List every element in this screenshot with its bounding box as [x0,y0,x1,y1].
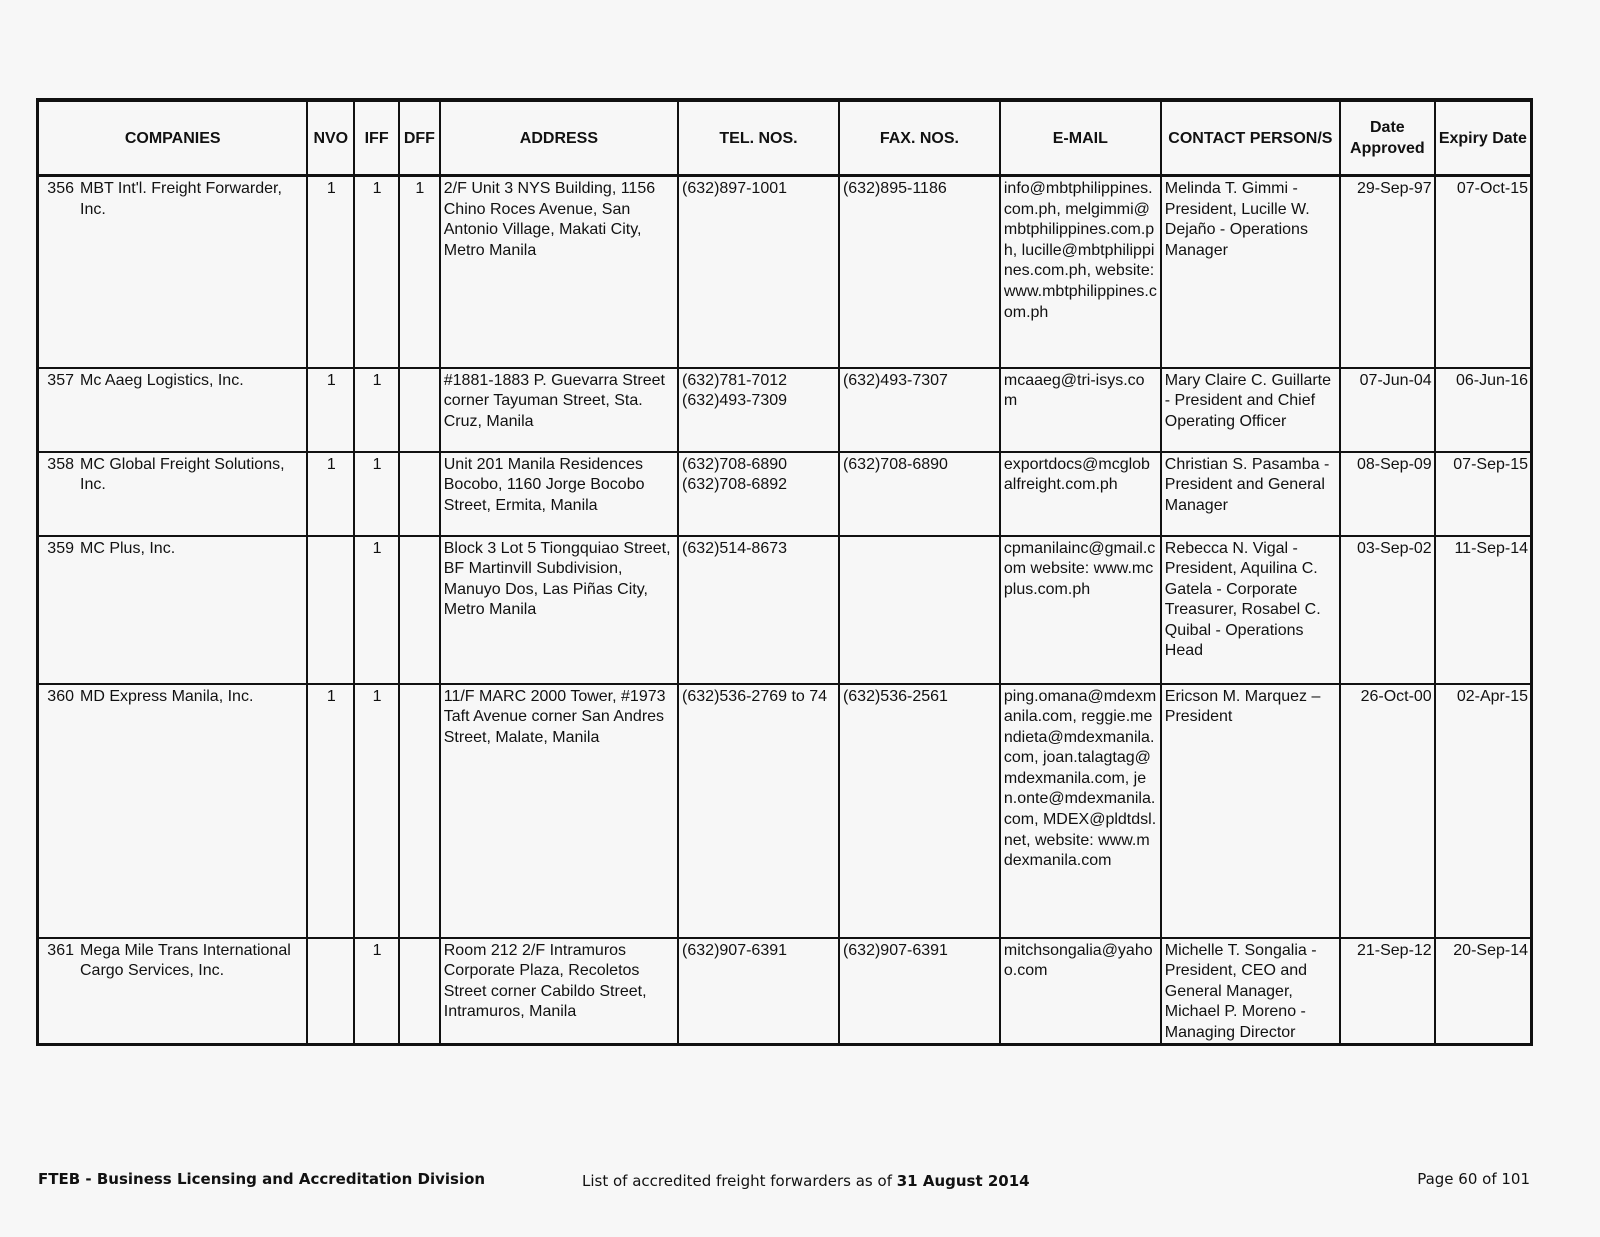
nvo-cell: 1 [307,452,354,536]
expiry-date-cell: 06-Jun-16 [1435,368,1532,452]
fax-cell: (632)708-6890 [839,452,1000,536]
company-cell [38,536,308,684]
nvo-cell [307,536,354,684]
dff-cell [399,536,440,684]
company-name: Mega Mile Trans International Cargo Services, Inc. [80,941,291,980]
table-row [38,938,1532,1045]
col-expiry-date: Expiry Date [1435,100,1532,176]
nvo-cell: 1 [307,176,354,368]
company-cell [38,176,308,368]
nvo-cell: 1 [307,684,354,938]
iff-cell: 1 [354,536,399,684]
table-row [38,176,1532,368]
tel-cell: (632)897-1001 [678,176,839,368]
iff-cell: 1 [354,938,399,1045]
iff-cell: 1 [354,452,399,536]
email-cell: mcaaeg@tri-isys.com [1000,368,1161,452]
date-approved-cell: 03-Sep-02 [1340,536,1435,684]
page-number: Page 60 of 101 [1417,1170,1530,1188]
nvo-cell [307,938,354,1045]
date-approved-cell: 07-Jun-04 [1340,368,1435,452]
row-number: 357 [47,371,74,389]
tel-cell: (632)781-7012 (632)493-7309 [678,368,839,452]
table-row [38,684,1532,938]
col-iff: IFF [354,100,399,176]
company-name: MD Express Manila, Inc. [80,687,254,705]
footer-division: FTEB - Business Licensing and Accreditation Division [38,1170,486,1188]
row-number: 358 [47,455,74,473]
contact-cell: Ericson M. Marquez – President [1161,684,1340,938]
footer-list-title [582,1172,1030,1190]
company-name: MBT Int'l. Freight Forwarder, Inc. [80,180,282,218]
row-number: 359 [47,539,74,557]
address-cell: 11/F MARC 2000 Tower, #1973 Taft Avenue corner San Andres Street, Malate, Manila [440,684,678,938]
dff-cell [399,938,440,1045]
address-cell: 2/F Unit 3 NYS Building, 1156 Chino Roces Avenue, San Antonio Village, Makati City, Metro Manila [440,176,678,368]
email-cell: info@mbtphilippines.com.ph, melgimmi@mbtphilippines.com.ph, lucille@mbtphilippines.com.ph, website: www.mbtphilippines.com.ph [1000,176,1161,368]
contact-cell: Christian S. Pasamba - President and General Manager [1161,452,1340,536]
dff-cell [399,452,440,536]
header-row [38,100,1532,176]
fax-cell: (632)907-6391 [839,938,1000,1045]
tel-cell: (632)536-2769 to 74 [678,684,839,938]
col-fax: FAX. NOS. [839,100,1000,176]
nvo-cell: 1 [307,368,354,452]
address-cell: Unit 201 Manila Residences Bocobo, 1160 Jorge Bocobo Street, Ermita, Manila [440,452,678,536]
table-row [38,452,1532,536]
col-companies: COMPANIES [38,100,308,176]
address-cell: Block 3 Lot 5 Tiongquiao Street, BF Martinvill Subdivision, Manuyo Dos, Las Piñas City, Metro Manila [440,536,678,684]
col-address: ADDRESS [440,100,678,176]
fax-cell: (632)536-2561 [839,684,1000,938]
date-approved-cell: 29-Sep-97 [1340,176,1435,368]
tel-cell: (632)708-6890 (632)708-6892 [678,452,839,536]
date-approved-cell: 08-Sep-09 [1340,452,1435,536]
address-cell: Room 212 2/F Intramuros Corporate Plaza, Recoletos Street corner Cabildo Street, Intramuros, Manila [440,938,678,1045]
row-number: 361 [47,941,74,959]
address-cell: #1881-1883 P. Guevarra Street corner Tayuman Street, Sta. Cruz, Manila [440,368,678,452]
email-cell: mitchsongalia@yahoo.com [1000,938,1161,1045]
row-number: 360 [47,687,74,705]
company-cell [38,938,308,1045]
iff-cell: 1 [354,368,399,452]
table-row [38,368,1532,452]
forwarders-table [36,98,1533,1046]
tel-cell: (632)514-8673 [678,536,839,684]
footer-list-date: 31 August 2014 [896,1172,1030,1190]
fax-cell [839,536,1000,684]
email-cell: exportdocs@mcglobalfreight.com.ph [1000,452,1161,536]
dff-cell [399,684,440,938]
row-number: 356 [47,180,74,197]
contact-cell: Mary Claire C. Guillarte - President and Chief Operating Officer [1161,368,1340,452]
fax-cell: (632)895-1186 [839,176,1000,368]
company-name: MC Global Freight Solutions, Inc. [80,455,285,494]
email-cell: cpmanilainc@gmail.com website: www.mcplus.com.ph [1000,536,1161,684]
expiry-date-cell: 20-Sep-14 [1435,938,1532,1045]
contact-cell: Melinda T. Gimmi - President, Lucille W. Dejaño - Operations Manager [1161,176,1340,368]
col-date-approved: Date Approved [1340,100,1435,176]
tel-cell: (632)907-6391 [678,938,839,1045]
dff-cell: 1 [399,176,440,368]
email-cell: ping.omana@mdexmanila.com, reggie.mendieta@mdexmanila.com, joan.talagtag@mdexmanila.com, jen.onte@mdexmanila.com, MDEX@pldtdsl.net, website: www.mdexmanila.com [1000,684,1161,938]
col-tel: TEL. NOS. [678,100,839,176]
expiry-date-cell: 07-Sep-15 [1435,452,1532,536]
dff-cell [399,368,440,452]
date-approved-cell: 21-Sep-12 [1340,938,1435,1045]
table-row [38,536,1532,684]
contact-cell: Michelle T. Songalia - President, CEO and General Manager, Michael P. Moreno - Managing Director [1161,938,1340,1045]
col-nvo: NVO [307,100,354,176]
col-email: E-MAIL [1000,100,1161,176]
contact-cell: Rebecca N. Vigal - President, Aquilina C. Gatela - Corporate Treasurer, Rosabel C. Quibal - Operations Head [1161,536,1340,684]
expiry-date-cell: 07-Oct-15 [1435,176,1532,368]
company-cell [38,452,308,536]
company-cell [38,368,308,452]
fax-cell: (632)493-7307 [839,368,1000,452]
company-name: MC Plus, Inc. [80,539,176,557]
col-dff: DFF [399,100,440,176]
company-name: Mc Aaeg Logistics, Inc. [80,371,244,389]
expiry-date-cell: 11-Sep-14 [1435,536,1532,684]
iff-cell: 1 [354,684,399,938]
company-cell [38,684,308,938]
col-contact: CONTACT PERSON/S [1161,100,1340,176]
footer-list-prefix: List of accredited freight forwarders as of [582,1172,897,1190]
iff-cell: 1 [354,176,399,368]
expiry-date-cell: 02-Apr-15 [1435,684,1532,938]
date-approved-cell: 26-Oct-00 [1340,684,1435,938]
